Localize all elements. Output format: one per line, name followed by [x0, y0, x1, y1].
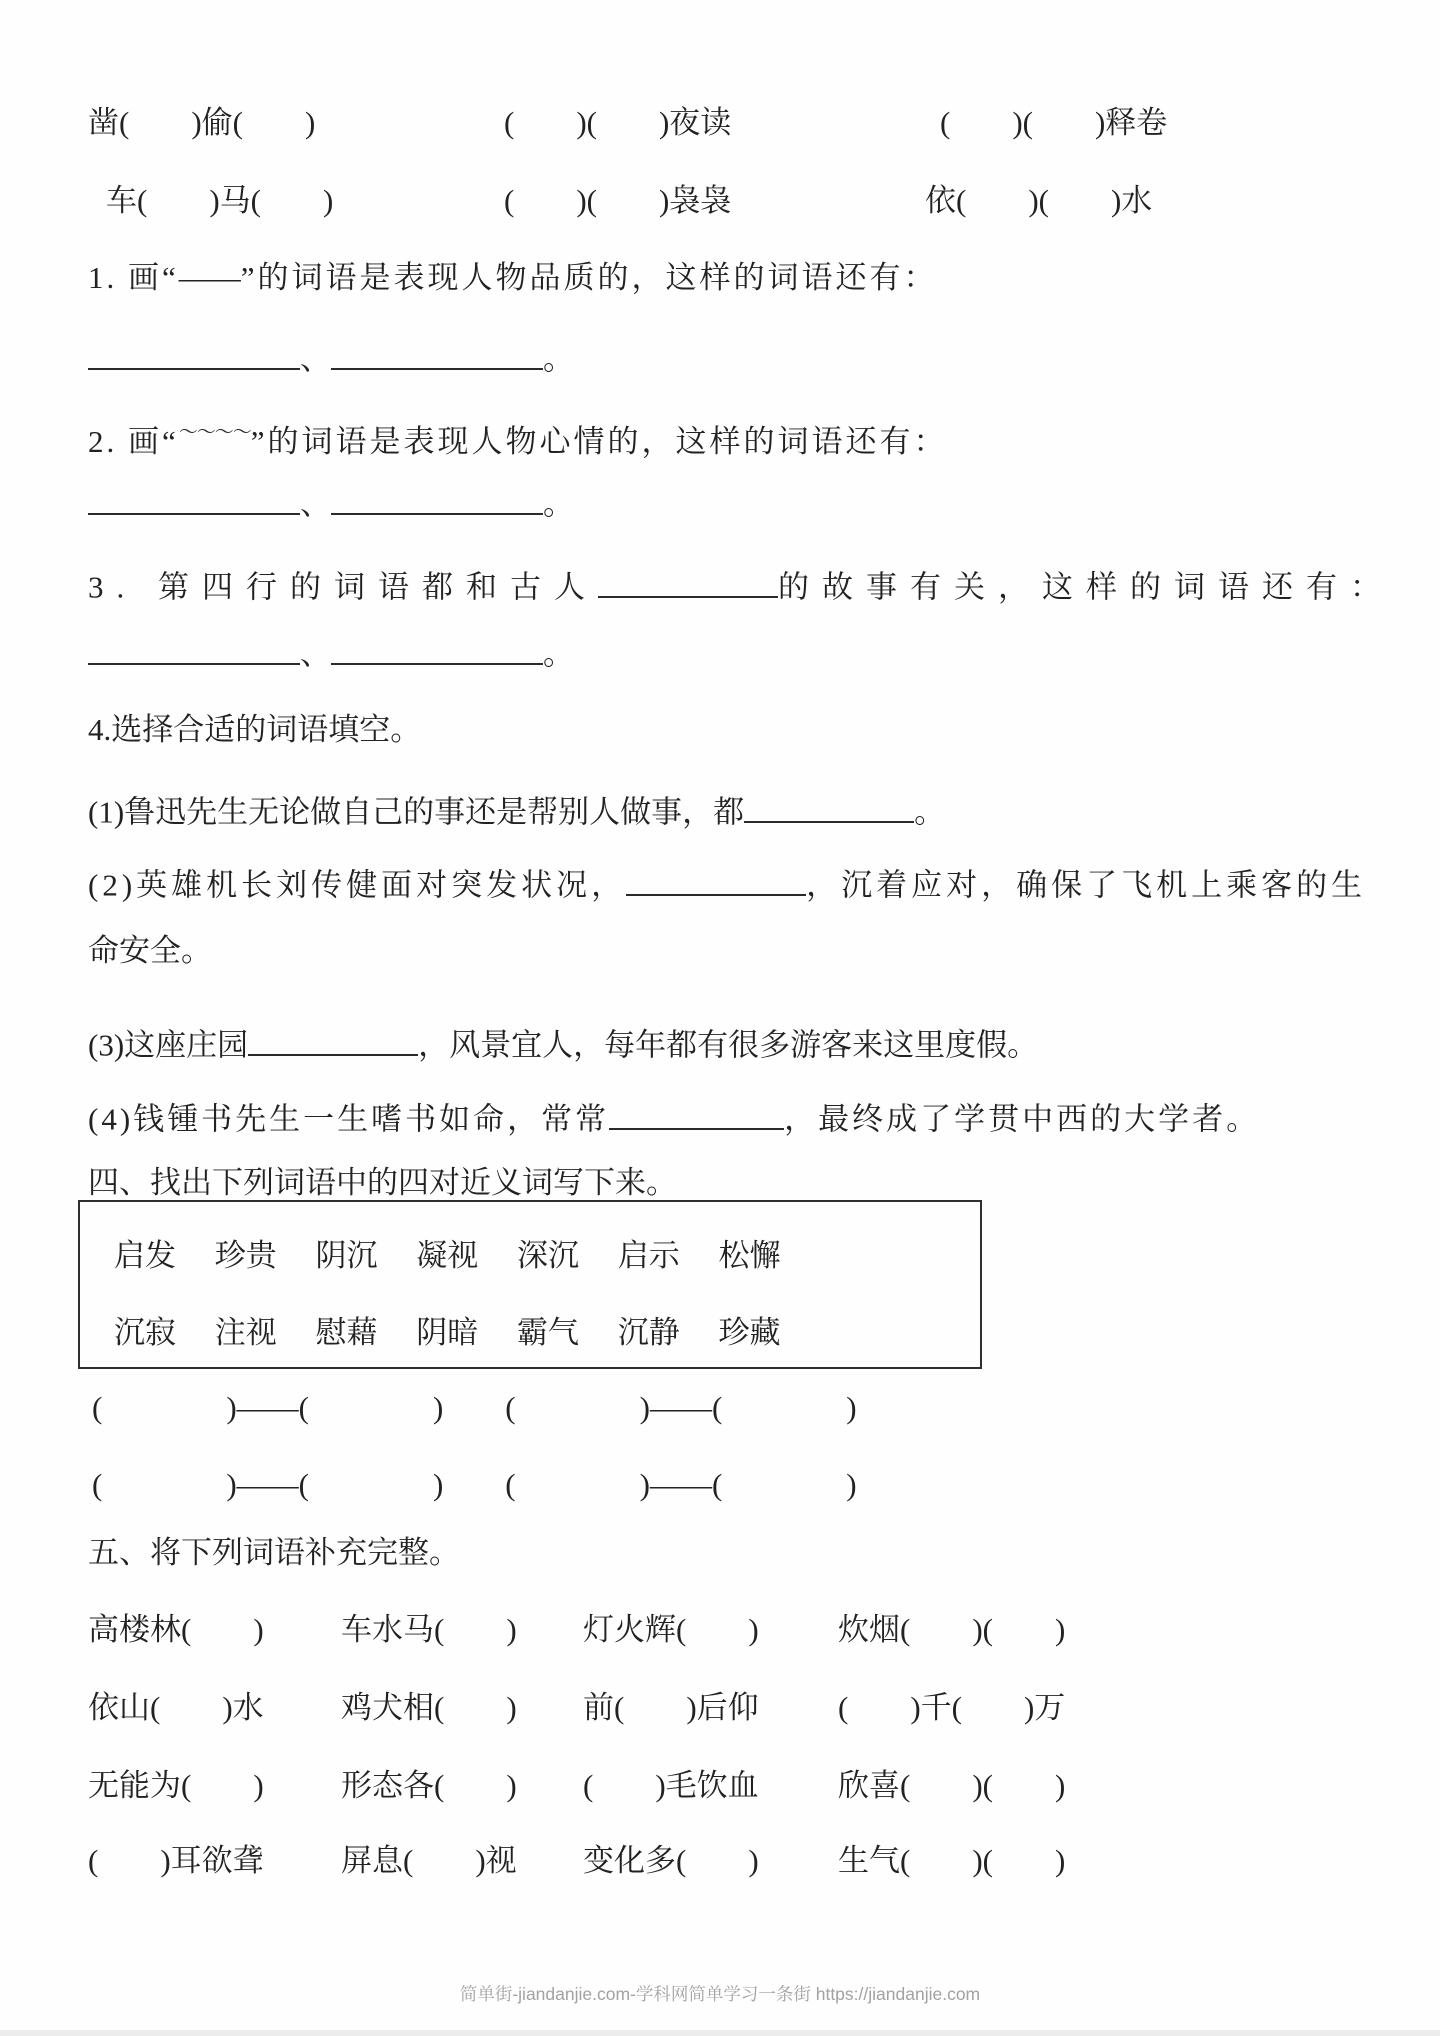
item-1-pre: (1)鲁迅先生无论做自己的事还是帮别人做事，都: [88, 794, 745, 830]
synonym-pair-line-1: ( )——( ) ( )——( ): [92, 1390, 857, 1425]
list-separator: 、: [300, 341, 331, 377]
inline-answer-blank: [626, 861, 806, 896]
answer-blank: [88, 630, 300, 665]
full-stop: 。: [543, 341, 574, 377]
idiom-cell-r4c3: 变化多( ): [583, 1843, 759, 1878]
answer-blank-line-2: [88, 480, 574, 525]
question-1-pre: 1. 画“: [88, 260, 179, 295]
wavy-underline-mark: ～～～～: [178, 422, 251, 443]
idiom-cell-r3c3: ( )毛饮血: [583, 1768, 759, 1803]
bottom-strip: [0, 2030, 1440, 2036]
word-blank-group-r1c3: ( )( )释卷: [940, 105, 1168, 140]
answer-blank: [88, 480, 300, 515]
answer-blank: [331, 630, 543, 665]
word-blank-group-r1c1: 凿( )偷( ): [88, 105, 316, 140]
idiom-cell-r2c1: 依山( )水: [88, 1690, 264, 1725]
question-4-title: 4.选择合适的词语填空。: [88, 712, 422, 747]
idiom-cell-r4c1: ( )耳欲聋: [88, 1843, 264, 1878]
question-1-post: ”的词语是表现人物品质的，这样的词语还有：: [240, 260, 938, 295]
solid-underline-mark: ——: [178, 260, 241, 295]
answer-blank: [331, 480, 543, 515]
question-2-pre: 2. 画“: [88, 424, 179, 459]
idiom-cell-r2c2: 鸡犬相( ): [341, 1690, 517, 1725]
item-3-pre: (3)这座庄园: [88, 1027, 249, 1063]
question-4-item-1: [88, 788, 945, 833]
idiom-cell-r3c2: 形态各( ): [341, 1768, 517, 1803]
item-4-pre: (4)钱锺书先生一生嗜书如命，常常: [88, 1101, 610, 1137]
idiom-cell-r1c3: 灯火辉( ): [583, 1612, 759, 1647]
word-blank-group-r2c2: ( )( )袅袅: [504, 183, 732, 218]
question-3-post: 的故事有关，这样的词语还有：: [778, 569, 1394, 605]
answer-blank-line-3: [88, 630, 574, 675]
question-4-item-2-wrap: 命安全。: [88, 933, 212, 968]
word-bank-box: [78, 1200, 982, 1369]
question-4-item-2: [88, 861, 1366, 906]
section-five-title: 五、将下列词语补充完整。: [88, 1535, 460, 1570]
synonym-pair-line-2: ( )——( ) ( )——( ): [92, 1467, 857, 1502]
word-blank-group-r2c3: 依( )( )水: [925, 183, 1153, 218]
idiom-cell-r3c1: 无能为( ): [88, 1768, 264, 1803]
list-separator: 、: [300, 636, 331, 672]
word-blank-group-r2c1: 车( )马( ): [106, 183, 334, 218]
word-bank-row-1: 启发 珍贵 阴沉 凝视 深沉 启示 松懈: [114, 1238, 781, 1273]
idiom-cell-r4c2: 屏息( )视: [341, 1843, 517, 1878]
idiom-cell-r1c2: 车水马( ): [341, 1612, 517, 1647]
question-4-item-3: [88, 1021, 1038, 1066]
idiom-cell-r1c1: 高楼林( ): [88, 1612, 264, 1647]
idiom-cell-r2c4: ( )千( )万: [838, 1690, 1066, 1725]
inline-answer-blank: [248, 1021, 418, 1056]
question-1: [88, 258, 938, 298]
item-3-post: ，风景宜人，每年都有很多游客来这里度假。: [418, 1027, 1039, 1063]
word-blank-group-r1c2: ( )( )夜读: [504, 105, 732, 140]
item-4-post: ，最终成了学贯中西的大学者。: [784, 1101, 1261, 1137]
question-2: [88, 413, 948, 462]
question-3-pre: 3. 第四行的词语都和古人: [88, 569, 598, 605]
word-bank-row-2: 沉寂 注视 慰藉 阴暗 霸气 沉静 珍藏: [114, 1315, 781, 1350]
list-separator: 、: [300, 486, 331, 522]
full-stop: 。: [543, 636, 574, 672]
answer-blank-line-1: [88, 335, 574, 380]
item-1-post: 。: [914, 794, 946, 830]
question-3: [88, 563, 1394, 608]
inline-answer-blank: [598, 563, 778, 598]
inline-answer-blank: [609, 1095, 784, 1130]
footer-watermark: 简单街-jiandanjie.com-学科网简单学习一条街 https://jiandanjie.com: [459, 1984, 981, 2004]
idiom-cell-r3c4: 欣喜( )( ): [838, 1768, 1066, 1803]
answer-blank: [331, 335, 543, 370]
item-2-pre: (2)英雄机长刘传健面对突发状况，: [88, 867, 627, 903]
idiom-cell-r1c4: 炊烟( )( ): [838, 1612, 1066, 1647]
section-four-title: 四、找出下列词语中的四对近义词写下来。: [88, 1165, 677, 1200]
answer-blank: [88, 335, 300, 370]
inline-answer-blank: [744, 788, 914, 823]
item-2-mid: ，沉着应对，确保了飞机上乘客的生: [806, 867, 1367, 903]
question-2-post: ”的词语是表现人物心情的，这样的词语还有：: [250, 424, 948, 459]
idiom-cell-r4c4: 生气( )( ): [838, 1843, 1066, 1878]
full-stop: 。: [543, 486, 574, 522]
idiom-cell-r2c3: 前( )后仰: [583, 1690, 759, 1725]
question-4-item-4: [88, 1095, 1260, 1140]
